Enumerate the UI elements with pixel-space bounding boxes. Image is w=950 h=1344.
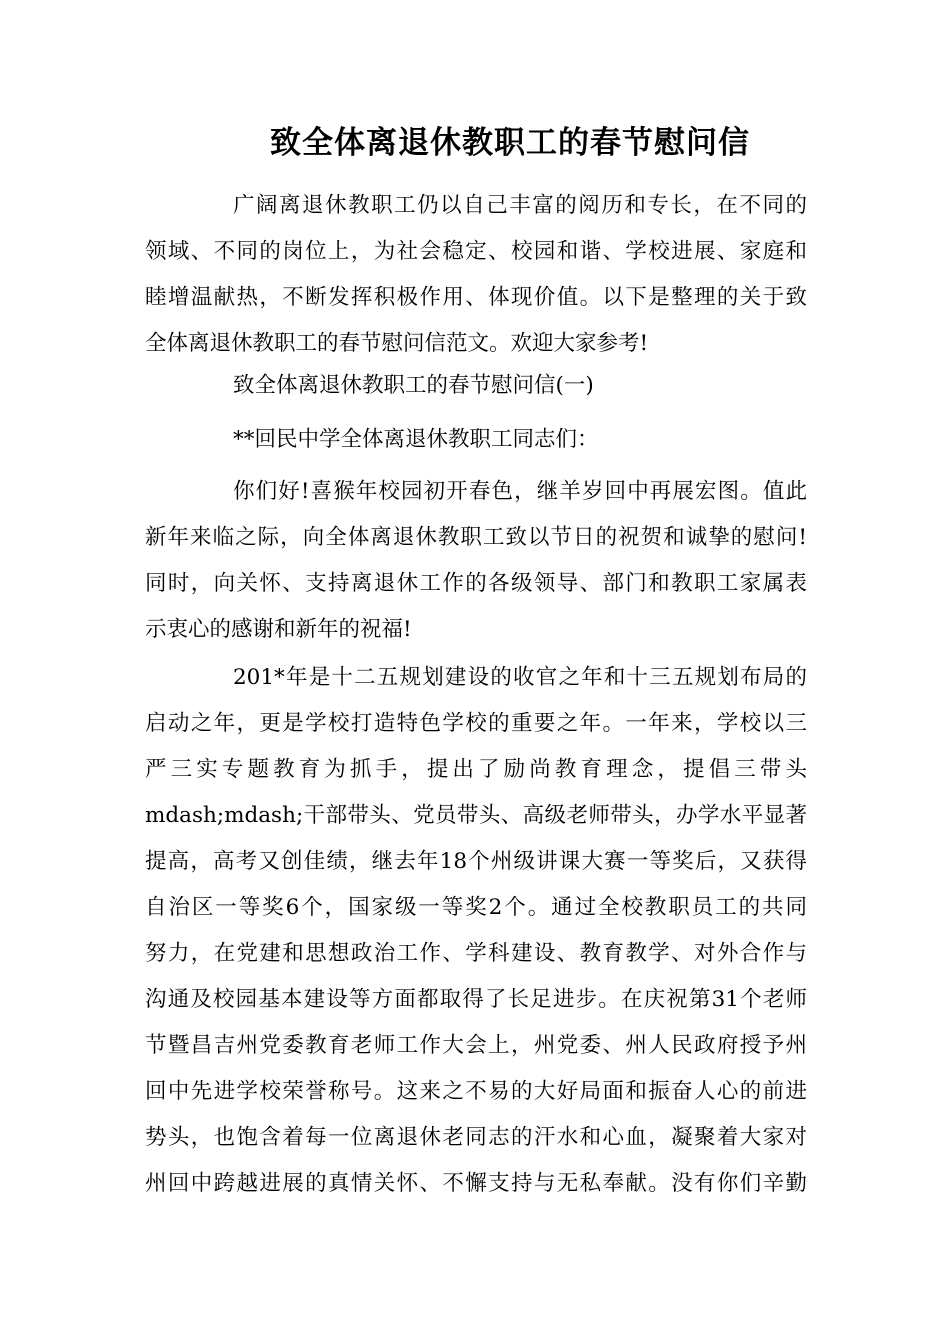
text-line: 州回中跨越进展的真情关怀、不懈支持与无私奉献。没有你们辛勤 [145, 1171, 807, 1196]
text-line: 自治区一等奖6个，国家级一等奖2个。通过全校教职员工的共同 [145, 895, 807, 920]
text-line: 努力，在党建和思想政治工作、学科建设、教育教学、对外合作与 [145, 941, 807, 966]
greeting-paragraph [145, 469, 807, 653]
document-title: 致全体离退休教职工的春节慰问信 [270, 125, 750, 161]
text-line: 提高，高考又创佳绩，继去年18个州级讲课大赛一等奖后，又获得 [145, 849, 807, 874]
text-line: **回民中学全体离退休教职工同志们： [233, 427, 599, 452]
text-line: 新年来临之际，向全体离退休教职工致以节日的祝贺和诚挚的慰问! [145, 525, 807, 550]
text-line: 同时，向关怀、支持离退休工作的各级领导、部门和教职工家属表 [145, 571, 807, 596]
text-line: 节暨昌吉州党委教育老师工作大会上，州党委、州人民政府授予州 [145, 1033, 807, 1058]
text-line: mdash;mdash;干部带头、党员带头、高级老师带头，办学水平显著 [145, 803, 807, 828]
text-line: 势头，也饱含着每一位离退休老同志的汗水和心血，凝聚着大家对 [145, 1125, 807, 1150]
text-line: 沟通及校园基本建设等方面都取得了长足进步。在庆祝第31个老师 [145, 987, 807, 1012]
text-line: 你们好!喜猴年校园初开春色，继羊岁回中再展宏图。值此 [233, 479, 807, 504]
review-paragraph [145, 655, 807, 1207]
text-line: 回中先进学校荣誉称号。这来之不易的大好局面和振奋人心的前进 [145, 1079, 807, 1104]
letter-salutation [145, 417, 807, 463]
text-line: 严三实专题教育为抓手，提出了励尚教育理念，提倡三带头 [145, 757, 807, 782]
text-line: 领域、不同的岗位上，为社会稳定、校园和谐、学校进展、家庭和 [145, 239, 807, 264]
text-line: 示衷心的感谢和新年的祝福! [145, 617, 412, 642]
intro-paragraph [145, 183, 807, 367]
text-line: 睦增温献热，不断发挥积极作用、体现价值。以下是整理的关于致 [145, 285, 807, 310]
text-line: 广阔离退休教职工仍以自己丰富的阅历和专长，在不同的 [233, 193, 807, 218]
letter-subtitle [145, 363, 807, 409]
text-line: 201*年是十二五规划建设的收官之年和十三五规划布局的 [233, 665, 807, 690]
text-line: 启动之年，更是学校打造特色学校的重要之年。一年来，学校以三 [145, 711, 807, 736]
text-line: 致全体离退休教职工的春节慰问信(一) [233, 373, 594, 398]
text-line: 全体离退休教职工的春节慰问信范文。欢迎大家参考! [145, 331, 649, 356]
